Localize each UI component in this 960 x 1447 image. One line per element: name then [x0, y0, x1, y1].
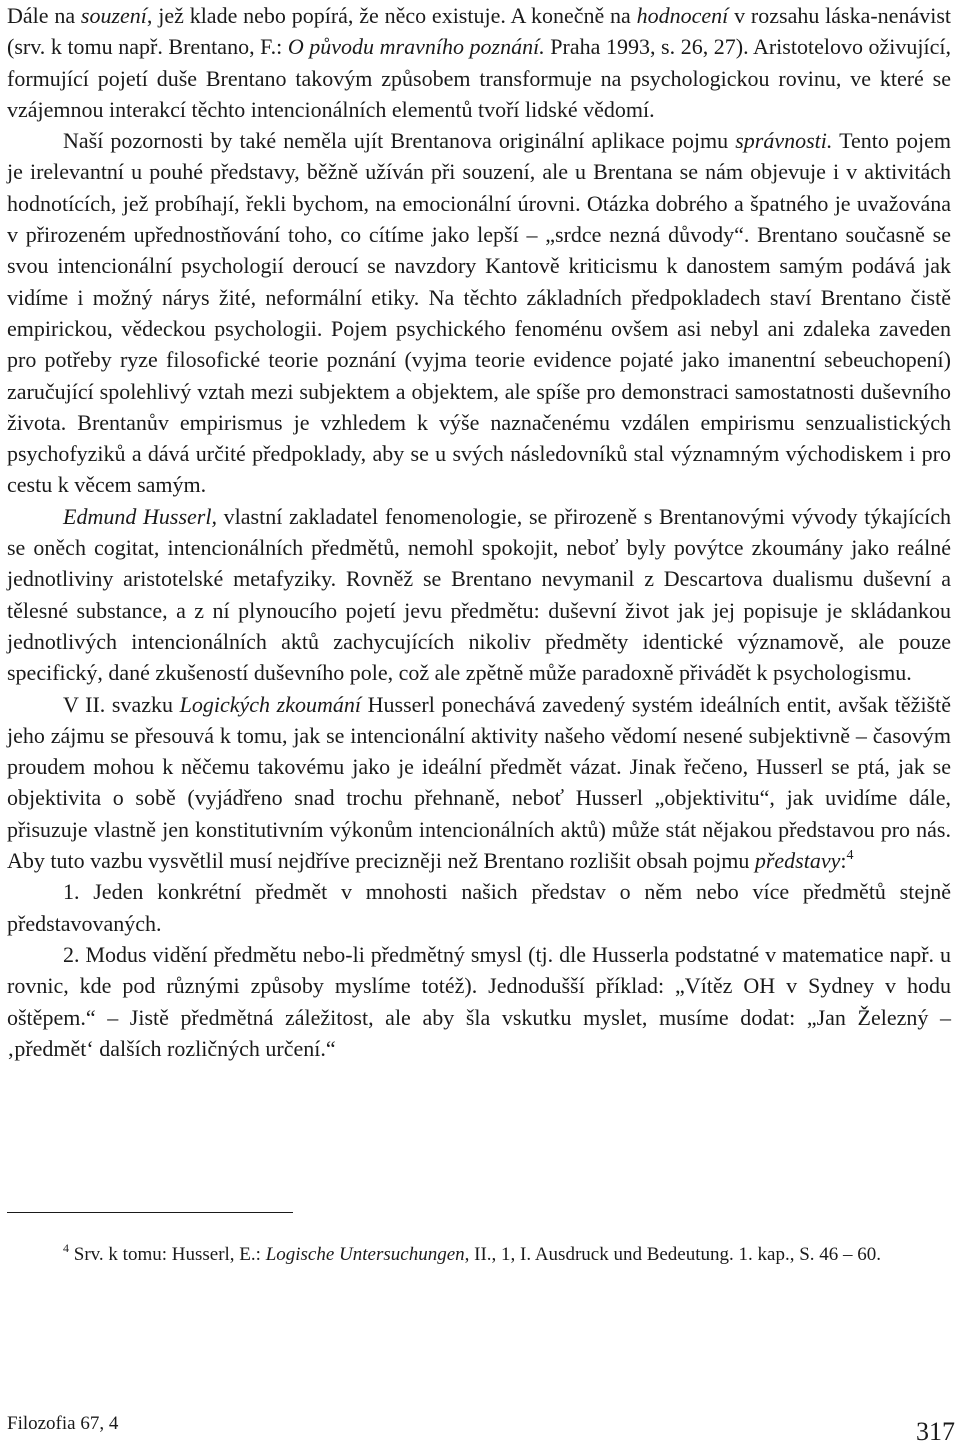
- body-text: [7, 0, 951, 1064]
- footnote-reference: 4: [846, 848, 854, 864]
- footnote-text: [7, 1241, 951, 1268]
- italic-text: představy: [754, 848, 841, 874]
- text-segment: Srv. k tomu: Husserl, E.:: [69, 1244, 266, 1265]
- text-segment: :: [840, 848, 847, 874]
- text-segment: , II., 1, I. Ausdruck und Bedeutung. 1. kap., S. 46 ‒ 60.: [464, 1244, 882, 1265]
- paragraph: [7, 125, 951, 501]
- text-segment: Naší pozornosti by také neměla ujít Brentanova originální aplikace pojmu: [63, 128, 736, 154]
- italic-text: Edmund Husserl,: [63, 503, 217, 529]
- text-segment: v rozsahu láska-nenávist (srv. k tomu např. Brentano, F.:: [7, 3, 951, 60]
- italic-text: správnosti.: [735, 128, 833, 154]
- journal-reference: Filozofia 67, 4: [7, 1413, 119, 1434]
- italic-text: hodnocení: [636, 3, 729, 28]
- text-segment: 2. Modus vidění předmětu nebo-li předmětný smysl (tj. dle Husserla podstatné v matematice např. u rovnic, kde pod různými způsoby myslíme totéž). Jednodušší příklad: „Vítěz OH v Sydney v hodu oštěpem.“ ‒ Jistě předmětná záležitost, ale aby šla vskutku myslet, musíme dodat: „Jan Železný ‒ ‚předmět‘ dalších rozličných určení.“: [7, 941, 951, 1061]
- italic-text: Logických zkoumání: [179, 691, 361, 717]
- footnote: [7, 1241, 951, 1268]
- text-segment: Husserl ponechává zavedený systém ideálních entit, avšak těžiště jeho zájmu se přesouvá k tomu, jak se intencionální aktivity našeho vědomí nesené subjektivně ‒ časovým proudem mohou k něčemu takovému jako je ideální předmět vázat. Jinak řečeno, Husserl se ptá, jak se objektivita o sobě (vyjádřeno snad trochu přehnaně, neboť Husserl „objektivitu“, jak uvidíme dále, přisuzuje vlastně jen konstitutivním výkonům intencionálních aktů) může stát nějakou představou pro nás. Aby tuto vazbu vysvětlil musí nejdříve precizněji než Brentano rozlišit obsah pojmu: [7, 691, 952, 874]
- italic-text: Logische Untersuchungen: [265, 1244, 465, 1265]
- document-page: [7, 0, 955, 1446]
- paragraph: [7, 0, 951, 125]
- text-segment: Dále na: [7, 3, 81, 28]
- text-segment: 1. Jeden konkrétní předmět v mnohosti našich představ o něm nebo více předmětů stejně představovaných.: [7, 879, 951, 936]
- text-segment: , jež klade nebo popírá, že něco existuje. A konečně na: [146, 3, 637, 28]
- italic-text: souzení: [80, 3, 147, 28]
- footnote-number: 4: [63, 1241, 69, 1255]
- paragraph: [7, 501, 951, 689]
- footnote-divider: [7, 1212, 293, 1213]
- italic-text: O původu mravního poznání.: [287, 34, 545, 60]
- paragraph: [7, 689, 951, 877]
- text-segment: Tento pojem je irelevantní u pouhé představy, běžně užíván při souzení, ale u Brentana se nám objevuje i v aktivitách hodnotících, jež probíhají, řekli bychom, na emocionální úrovni. Otázka dobrého a špatného je uvažována v přirozeném upřednostňování toho, co cítíme jako lepší ‒ „srdce nezná důvody“. Brentano současně se svou intencionální psychologií deroucí se navzdory Kantově kriticismu k danostem samým podává jak vidíme i možný nárys žité, neformální etiky. Na těchto základních předpokladech staví Brentano čistě empirickou, vědeckou psychologii. Pojem psychického fenoménu ovšem asi nebyl ani zdaleka zaveden pro potřeby ryze filosofické teorie poznání (vyjma teorie evidence pojaté jako imanentní sebeuchopení) zaručující spolehlivý vztah mezi subjektem a objektem, ale spíše pro demonstraci samostatnosti duševního života. Brentanův empirismus je vzhledem k výše naznačenému vzdálen empirismu senzualistických psychofyziků a dává určité předpoklady, aby se u svých následovníků stal významným východiskem i pro cestu k věcem samým.: [7, 128, 952, 498]
- page-number: 317: [916, 1417, 955, 1446]
- page-footer: [7, 1413, 955, 1447]
- paragraph: [7, 876, 951, 939]
- text-segment: vlastní zakladatel fenomenologie, se přirozeně s Brentanovými vývody týkajících se oněch cogitat, intencionálních předmětů, nemohl spokojit, neboť byly povýtce zkoumány jako reálné jednotliviny aristotelské metafyziky. Rovněž se Brentano nevymanil z Descartova dualismu duševní a tělesné substance, a z ní plynoucího pojetí jevu předmětu: duševní život jak jej popisuje je skládankou jednotlivých intencionálních aktů zachycujících nikoliv předměty identické významově, ale pouze specifický, dané zkušeností duševního pole, což ale zpětně může paradoxně přivádět k psychologismu.: [7, 503, 951, 686]
- text-segment: Praha 1993, s. 26, 27). Aristotelovo oživující, formující pojetí duše Brentano takovým způsobem transformuje na psychologickou rovinu, ve které se vzájemnou interakcí těchto intencionálních elementů tvoří lidské vědomí.: [7, 34, 952, 122]
- paragraph: [7, 939, 951, 1064]
- text-segment: V II. svazku: [63, 691, 180, 717]
